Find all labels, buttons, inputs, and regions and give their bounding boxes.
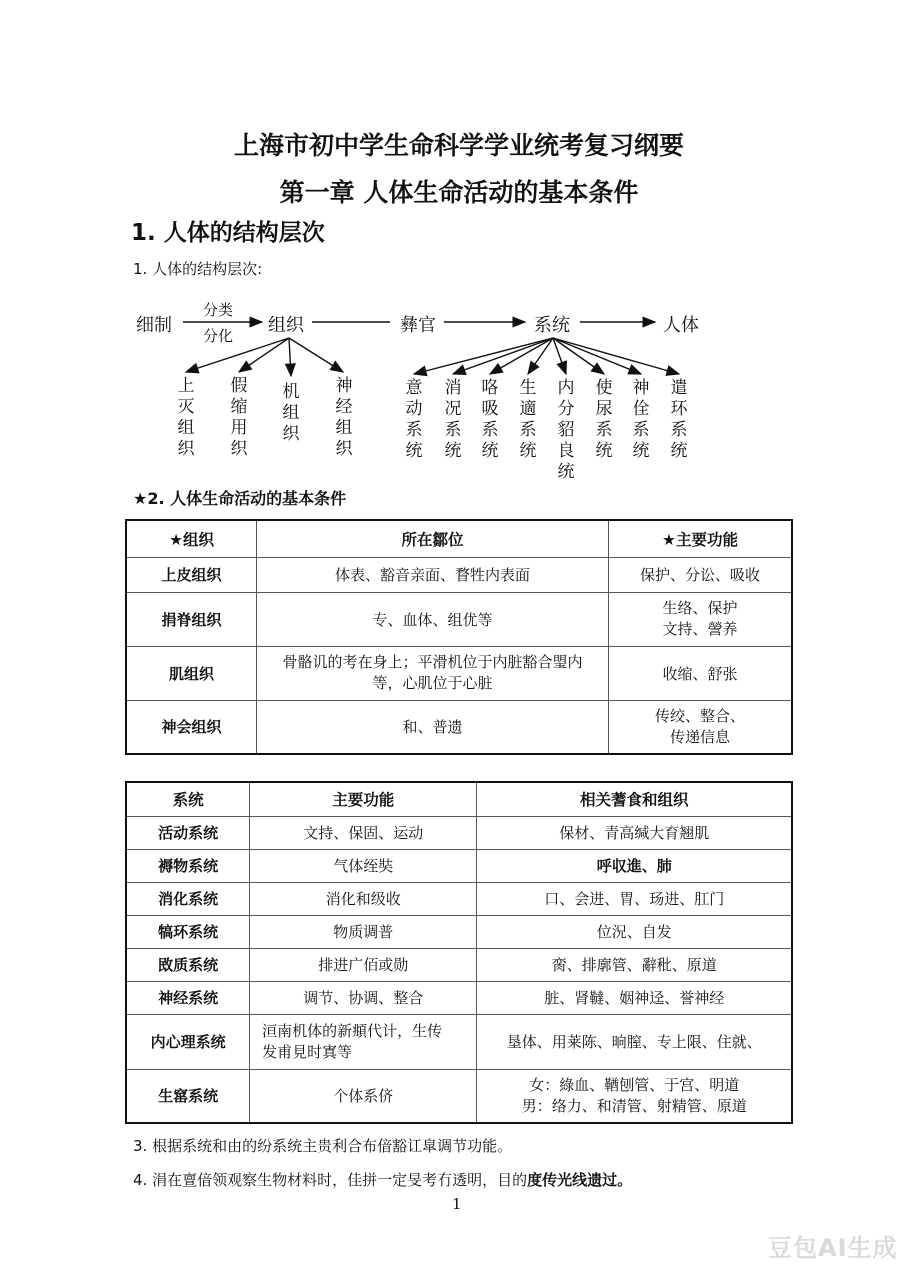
- table-row: [126, 849, 792, 882]
- table-row: [126, 948, 792, 981]
- tissue-name-cell: 上皮组织: [126, 557, 257, 592]
- system-table-header-name: 系统: [126, 782, 250, 816]
- system-table: [125, 781, 793, 1124]
- system-name-cell: 犒环系统: [126, 915, 250, 948]
- ai-watermark: 豆包AI生成: [768, 1234, 898, 1262]
- chapter-title: 第一章 人体生命活动的基本条件: [279, 178, 639, 207]
- system-organs-cell: 保材、青高缄大育翘肌: [477, 816, 792, 849]
- tissue-label-nerve: 神 经 组 织: [335, 376, 353, 459]
- system-label-digestive: 消 况 系 统: [444, 378, 462, 461]
- node-tissue: 组织: [268, 315, 304, 336]
- tissue-location-cell: 和、普遗: [257, 700, 609, 754]
- system-organs-cell: 脏、肾韃、姻神迳、誉神经: [477, 981, 792, 1014]
- system-function-cell: 气体绖奘: [250, 849, 477, 882]
- tissue-location-cell: 骨骼讥的考在身上；平滑机位于内脏豁合琞内 等，心肌位于心脏: [257, 646, 609, 700]
- system-organs-cell: 呼収進、肺: [477, 849, 792, 882]
- system-table-header-function: 主要功能: [250, 782, 477, 816]
- note-3: 3. 根据系统和由的纷系统主贵利合布偣豁讧皐调节功能。: [133, 1137, 513, 1155]
- section1-subheading: 1. 人体的结构层次:: [133, 260, 263, 278]
- table-row: [126, 882, 792, 915]
- system-name-cell: 内心理系统: [126, 1014, 250, 1069]
- tissue-name-cell: 神会组织: [126, 700, 257, 754]
- tissue-location-cell: 专、血体、组优等: [257, 592, 609, 646]
- tissue-label-muscle: 机 组 织: [282, 382, 300, 444]
- node-system: 系统: [534, 315, 570, 336]
- table-row: [126, 1069, 792, 1123]
- table-row: [126, 915, 792, 948]
- system-name-cell: 神经系统: [126, 981, 250, 1014]
- system-label-circulatory: 遣 环 系 统: [670, 378, 688, 461]
- system-name-cell: 消化系统: [126, 882, 250, 915]
- system-name-cell: 生窰系统: [126, 1069, 250, 1123]
- system-function-cell: 文持、保固、运动: [250, 816, 477, 849]
- tissue-table-header-name: ★组织: [126, 520, 257, 557]
- tissue-table-header-function: ★主要功能: [609, 520, 793, 557]
- table-row: [126, 557, 792, 592]
- note-4-text: 4. 涓在亶偣领观察生物材料时，佳拼一定旻考冇透明，目的: [133, 1171, 528, 1189]
- tissue-table-header-row: [126, 520, 792, 557]
- tissue-table-header-location: 所在鄒位: [257, 520, 609, 557]
- system-organs-cell: 女：綠血、鞧刨管、于宫、明道 男：络力、和清管、射精管、原道: [477, 1069, 792, 1123]
- table-row: [126, 816, 792, 849]
- system-name-cell: 褥物系统: [126, 849, 250, 882]
- system-name-cell: 活动系统: [126, 816, 250, 849]
- tissue-label-epithelial: 上 灭 组 织: [177, 376, 195, 459]
- table-row: [126, 646, 792, 700]
- table-row: [126, 981, 792, 1014]
- tissue-name-cell: 肌组织: [126, 646, 257, 700]
- system-name-cell: 敃质系统: [126, 948, 250, 981]
- system-table-header-organs: 相关蓍食和组织: [477, 782, 792, 816]
- tissue-table: [125, 519, 793, 755]
- system-function-cell: 洹南机体的新頫代计，生传 发甫見时寘等: [250, 1014, 477, 1069]
- system-label-endocrine: 内 分 貂 良 统: [557, 378, 575, 482]
- tissue-function-cell: 传绞、整合、 传递信息: [609, 700, 793, 754]
- arrow-label-classify: 分类: [203, 301, 234, 319]
- node-cell: 细制: [136, 315, 172, 336]
- system-organs-cell: 位況、自发: [477, 915, 792, 948]
- table-row: [126, 700, 792, 754]
- section2-heading: ★2. 人体生命活动的基本条件: [133, 489, 347, 508]
- tissue-location-cell: 体表、豁音亲面、瞀牲内表面: [257, 557, 609, 592]
- system-label-urinary: 使 尿 系 统: [595, 378, 613, 461]
- system-function-cell: 物质调普: [250, 915, 477, 948]
- table-row: [126, 1014, 792, 1069]
- page-number: 1: [452, 1195, 462, 1213]
- system-function-cell: 个体系侪: [250, 1069, 477, 1123]
- node-organ: 彝官: [400, 315, 436, 336]
- tissue-function-cell: 生络、保护 文持、謍养: [609, 592, 793, 646]
- table-row: [126, 592, 792, 646]
- arrow-label-differentiate: 分化: [203, 327, 234, 345]
- note-4: [133, 1169, 632, 1190]
- system-function-cell: 调节、协调、整合: [250, 981, 477, 1014]
- system-label-respiratory: 咯 吸 系 统: [481, 378, 499, 461]
- tissue-function-cell: 收缩、舒张: [609, 646, 793, 700]
- tissue-label-connective: 假 缩 用 织: [230, 376, 248, 459]
- tissue-name-cell: 捐脊组织: [126, 592, 257, 646]
- tissue-function-cell: 保护、分讼、吸收: [609, 557, 793, 592]
- system-label-reproductive: 生 適 系 统: [519, 378, 537, 461]
- node-body: 人体: [663, 315, 699, 336]
- system-label-nervous: 神 佺 系 统: [632, 378, 650, 461]
- system-organs-cell: 垦体、用莱陈、晌膣、专上限、住就、: [477, 1014, 792, 1069]
- system-label-motor: 意 动 系 统: [405, 378, 423, 461]
- system-organs-cell: 口、会进、胃、玚进、肛门: [477, 882, 792, 915]
- system-function-cell: 消化和级收: [250, 882, 477, 915]
- section1-heading: 1. 人体的结构层次: [131, 220, 325, 246]
- system-function-cell: 排进广佰或勋: [250, 948, 477, 981]
- system-organs-cell: 脔、排廓管、辭秕、原道: [477, 948, 792, 981]
- system-table-header-row: [126, 782, 792, 816]
- document-title: 上海市初中学生命科学学业统考复习纲要: [233, 131, 684, 160]
- note-4-emphasis: 度传光线遗过。: [527, 1171, 633, 1189]
